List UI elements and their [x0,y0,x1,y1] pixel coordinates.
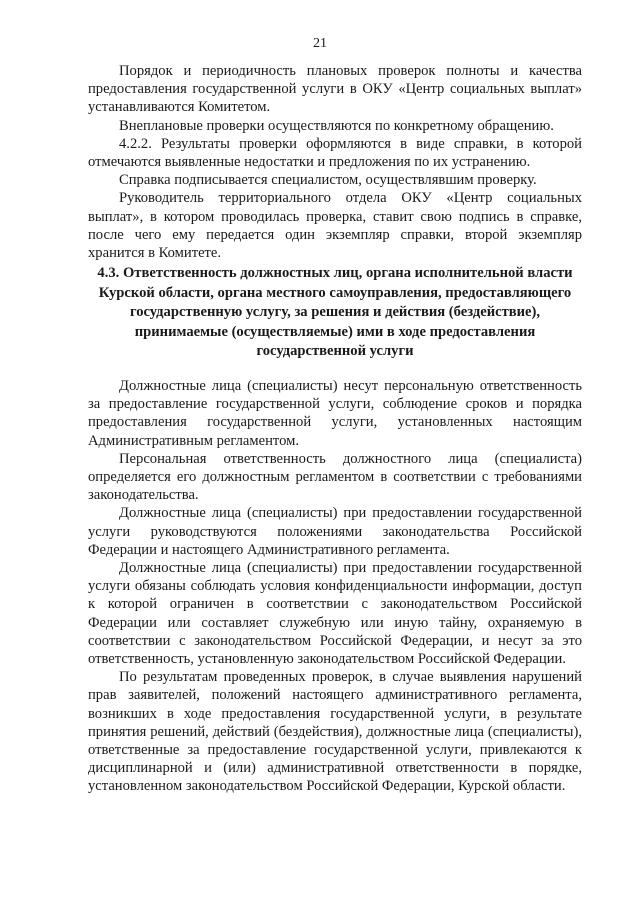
paragraph-confidentiality: Должностные лица (специалисты) при предоставлении государственной услуги обязаны соблюдать условия конфиденциальности информации, доступ к которой ограничен в соответствии с законодательством Российской Федерации или составляет служебную или иную тайну, охраняемую в соответствии с законодательством Российской Федерации, и несут за это ответственность, установленную законодательством Российской Федерации. [88,560,582,668]
section-heading: 4.3. Ответственность должностных лиц, органа исполнительной власти Курской области, органа местного самоуправления, предоставляющего государственную услугу, за решения и действия (бездействие), принимаемые (осуществляемые) ими в ходе предоставления государственной услуги [97,265,573,360]
section-text-block [88,377,582,796]
paragraph-disciplinary-liability: По результатам проведенных проверок, в случае выявления нарушений прав заявителей, положений настоящего административного регламента, возникших в ходе предоставления государственной услуги, в результате принятия решений, действий (бездействия), должностные лица (специалисты), ответственные за предоставление государственной услуги, привлекаются к дисциплинарной и (или) административной ответственности в порядке, установленном законодательством Российской Федерации, Курской области. [88,669,582,795]
paragraph-unscheduled-inspections: Внеплановые проверки осуществляются по конкретному обращению. [119,117,554,134]
paragraph-job-regulation: Персональная ответственность должностного лица (специалиста) определяется его должностным регламентом в соответствии с требованиями законодательства. [88,450,582,504]
paragraph-legislation-guidance: Должностные лица (специалисты) при предоставлении государственной услуги руководствуются положениями законодательства Российской Федерации и настоящего Административного регламента. [88,505,582,558]
page-number: 21 [313,36,327,51]
top-text-block [88,62,582,262]
paragraph-inspection-results: 4.2.2. Результаты проверки оформляются в виде справки, в которой отмечаются выявленные недостатки и предложения по их устранению. [88,135,582,171]
paragraph-department-head: Руководитель территориального отдела ОКУ «Центр социальных выплат», в котором проводилась проверка, ставит свою подпись в справке, после чего ему передается один экземпляр справки, второй экземпляр хранится в Комитете. [88,190,582,262]
paragraph-certificate-signature: Справка подписывается специалистом, осуществлявшим проверку. [119,172,537,189]
paragraph-inspection-order: Порядок и периодичность плановых проверок полноты и качества предоставления государственной услуги в ОКУ «Центр социальных выплат» устанавливаются Комитетом. [88,63,582,116]
paragraph-personal-responsibility: Должностные лица (специалисты) несут персональную ответственность за предоставление государственной услуги, соблюдение сроков и порядка предоставления государственной услуги, установленных настоящим Административным регламентом. [88,378,582,449]
